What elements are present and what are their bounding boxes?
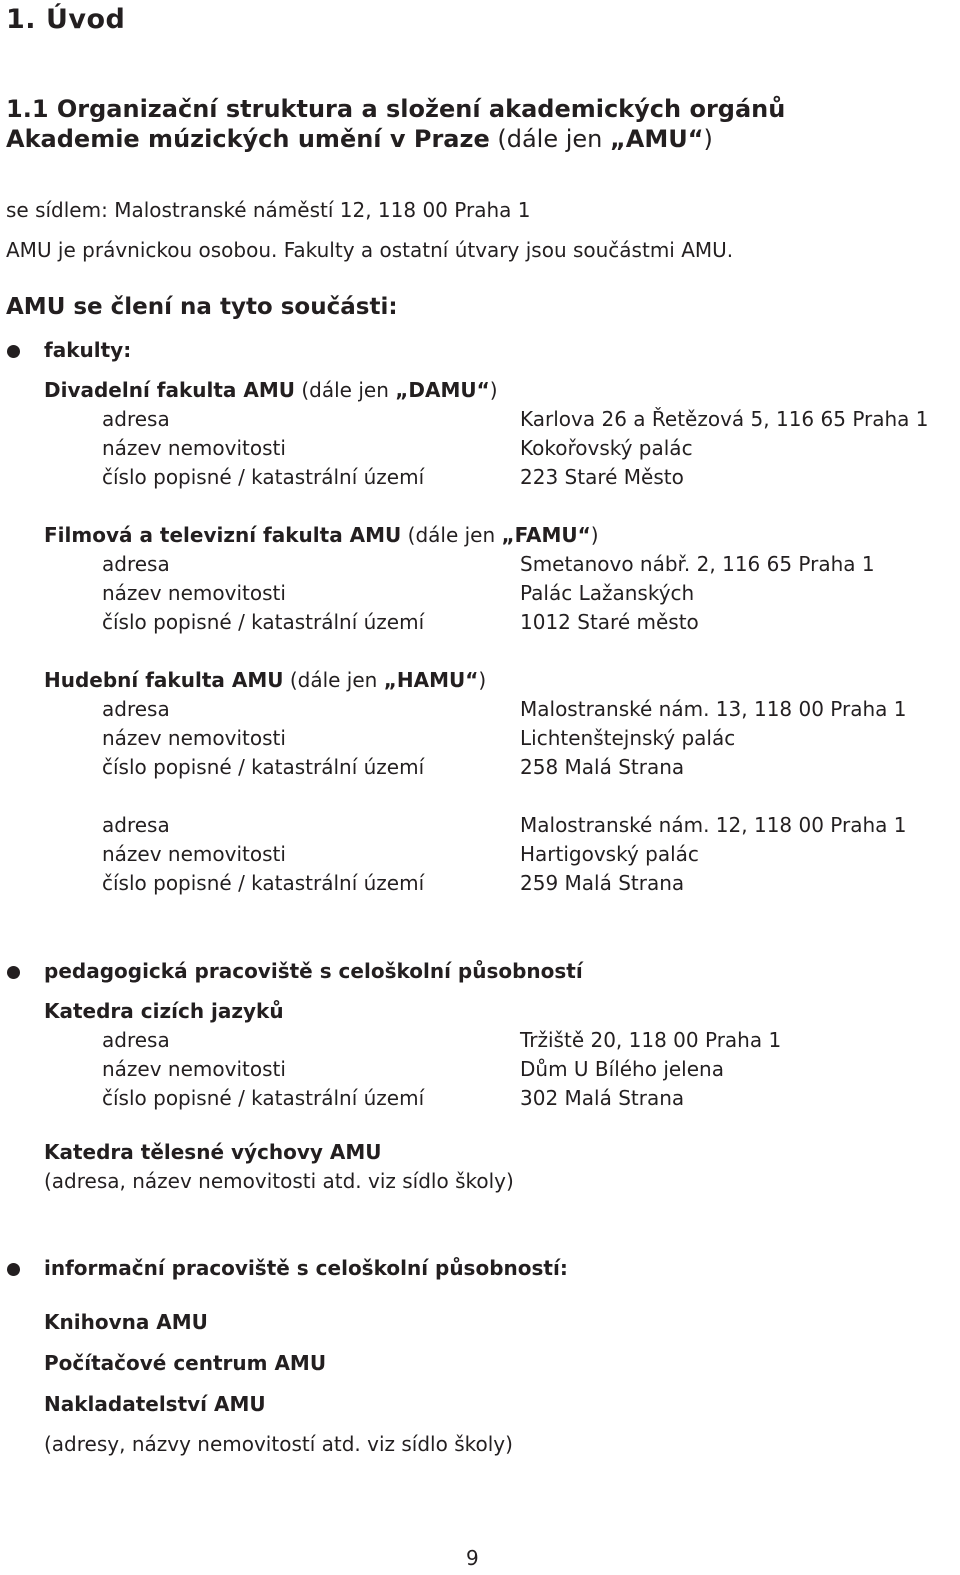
languages-address-label: adresa: [102, 1028, 170, 1052]
famu-name: Filmová a televizní fakulta AMU: [44, 523, 402, 547]
section-title-line2: [6, 125, 713, 153]
legal-text: AMU je právnickou osobou. Fakulty a ostatní útvary jsou součástmi AMU.: [6, 238, 734, 262]
damu-property: Kokořovský palác: [520, 436, 693, 460]
components-heading: AMU se člení na tyto součásti:: [6, 294, 398, 320]
languages-number-label: číslo popisné / katastrální území: [102, 1086, 425, 1110]
section-title-bold: Akademie múzických umění v Praze: [6, 125, 490, 153]
hamu-property2: Hartigovský palác: [520, 842, 699, 866]
famu-property-label: název nemovitosti: [102, 581, 286, 605]
pe-title: Katedra tělesné výchovy AMU: [44, 1140, 382, 1164]
languages-property-label: název nemovitosti: [102, 1057, 286, 1081]
damu-name: Divadelní fakulta AMU: [44, 378, 296, 402]
bullet-icon: [7, 345, 20, 358]
section-title-line1: 1.1 Organizační struktura a složení akademických orgánů: [6, 95, 786, 123]
hamu-name: Hudební fakulta AMU: [44, 668, 284, 692]
famu-address: Smetanovo nábř. 2, 116 65 Praha 1: [520, 552, 875, 576]
hamu-number2-label: číslo popisné / katastrální území: [102, 871, 425, 895]
hamu-address2: Malostranské nám. 12, 118 00 Praha 1: [520, 813, 907, 837]
information-heading: informační pracoviště s celoškolní působností:: [44, 1256, 568, 1280]
languages-number: 302 Malá Strana: [520, 1086, 685, 1110]
famu-close: ): [590, 523, 599, 547]
hamu-paren: (dále jen: [283, 668, 384, 692]
hamu-address2-label: adresa: [102, 813, 170, 837]
damu-number: 223 Staré Město: [520, 465, 684, 489]
damu-address: Karlova 26 a Řetězová 5, 116 65 Praha 1: [520, 407, 929, 431]
famu-paren: (dále jen: [401, 523, 502, 547]
famu-property: Palác Lažanských: [520, 581, 695, 605]
library-title: Knihovna AMU: [44, 1310, 208, 1334]
hamu-address-label: adresa: [102, 697, 170, 721]
damu-close: ): [489, 378, 498, 402]
famu-number-label: číslo popisné / katastrální území: [102, 610, 425, 634]
hamu-number: 258 Malá Strana: [520, 755, 685, 779]
hamu-number2: 259 Malá Strana: [520, 871, 685, 895]
famu-address-label: adresa: [102, 552, 170, 576]
bullet-icon: [7, 966, 20, 979]
languages-address: Tržiště 20, 118 00 Praha 1: [520, 1028, 782, 1052]
hamu-property: Lichtenštejnský palác: [520, 726, 736, 750]
page-number: 9: [466, 1546, 479, 1570]
hamu-property2-label: název nemovitosti: [102, 842, 286, 866]
computer-center-title: Počítačové centrum AMU: [44, 1351, 327, 1375]
pedagogical-heading: pedagogická pracoviště s celoškolní působností: [44, 959, 583, 983]
hamu-abbr: „HAMU“: [383, 668, 479, 692]
seat-text: se sídlem: Malostranské náměstí 12, 118 00 Praha 1: [6, 198, 531, 222]
section-title-close: ): [703, 125, 713, 153]
chapter-title: 1. Úvod: [6, 4, 126, 35]
hamu-title: [44, 668, 486, 692]
damu-number-label: číslo popisné / katastrální území: [102, 465, 425, 489]
damu-title: [44, 378, 498, 402]
faculties-heading: fakulty:: [44, 338, 132, 362]
hamu-close: ): [478, 668, 487, 692]
languages-property: Dům U Bílého jelena: [520, 1057, 724, 1081]
famu-title: [44, 523, 599, 547]
famu-number: 1012 Staré město: [520, 610, 699, 634]
publishing-title: Nakladatelství AMU: [44, 1392, 266, 1416]
damu-abbr: „DAMU“: [395, 378, 490, 402]
famu-abbr: „FAMU“: [501, 523, 591, 547]
damu-property-label: název nemovitosti: [102, 436, 286, 460]
section-title-paren: (dále jen: [489, 125, 611, 153]
bullet-icon: [7, 1263, 20, 1276]
information-note: (adresy, názvy nemovitostí atd. viz sídlo školy): [44, 1432, 513, 1456]
damu-address-label: adresa: [102, 407, 170, 431]
languages-title: Katedra cizích jazyků: [44, 999, 284, 1023]
hamu-address: Malostranské nám. 13, 118 00 Praha 1: [520, 697, 907, 721]
hamu-property-label: název nemovitosti: [102, 726, 286, 750]
damu-paren: (dále jen: [295, 378, 396, 402]
section-title-abbr: „AMU“: [610, 125, 704, 153]
pe-note: (adresa, název nemovitosti atd. viz sídlo školy): [44, 1169, 514, 1193]
hamu-number-label: číslo popisné / katastrální území: [102, 755, 425, 779]
